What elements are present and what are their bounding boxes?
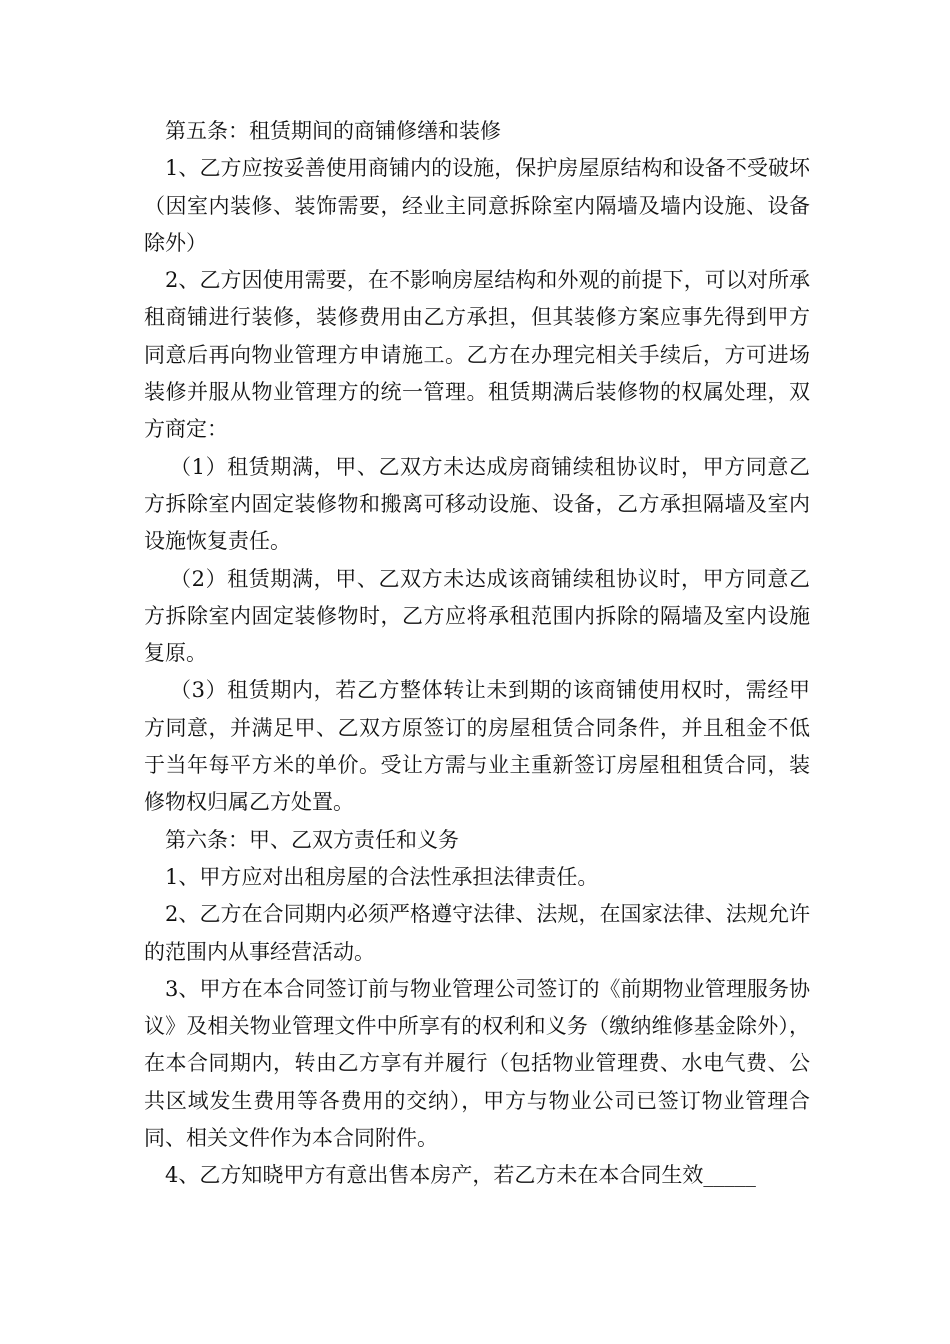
article-5-clause-1: 1、乙方应按妥善使用商铺内的设施，保护房屋原结构和设备不受破坏（因室内装修、装饰需要，经业主同意拆除室内隔墙及墙内设施、设备除外）	[144, 156, 810, 255]
article-5-clause-2: 2、乙方因使用需要，在不影响房屋结构和外观的前提下，可以对所承租商铺进行装修，装修费用由乙方承担，但其装修方案应事先得到甲方同意后再向物业管理方申请施工。乙方在办理完相关手续后，方可进场装修并服从物业管理方的统一管理。租赁期满后装修物的权属处理，双方商定：	[144, 268, 810, 442]
article-5-clause-2-item-3: （3）租赁期内，若乙方整体转让未到期的该商铺使用权时，需经甲方同意，并满足甲、乙双方原签订的房屋租赁合同条件，并且租金不低于当年每平方米的单价。受让方需与业主重新签订房屋租租赁合同，装修物权归属乙方处置。	[144, 678, 810, 815]
article-6-clause-1: 1、甲方应对出租房屋的合法性承担法律责任。	[165, 864, 599, 889]
document-page	[144, 113, 810, 1195]
article-6-heading: 第六条：甲、乙双方责任和义务	[165, 827, 459, 852]
article-5-clause-2-item-2: （2）租赁期满，甲、乙双方未达成该商铺续租协议时，甲方同意乙方拆除室内固定装修物时，乙方应将承租范围内拆除的隔墙及室内设施复原。	[144, 566, 810, 666]
article-5-clause-2-item-1: （1）租赁期满，甲、乙双方未达成房商铺续租协议时，甲方同意乙方拆除室内固定装修物和搬离可移动设施、设备，乙方承担隔墙及室内设施恢复责任。	[144, 454, 810, 554]
article-6-clause-4: 4、乙方知晓甲方有意出售本房产，若乙方未在本合同生效_____	[165, 1163, 756, 1188]
article-6-clause-3: 3、甲方在本合同签订前与物业管理公司签订的《前期物业管理服务协议》及相关物业管理文件中所享有的权利和义务（缴纳维修基金除外），在本合同期内，转由乙方享有并履行（包括物业管理费、水电气费、公共区域发生费用等各费用的交纳），甲方与物业公司已签订物业管理合同、相关文件作为本合同附件。	[144, 976, 810, 1151]
article-5-heading: 第五条：租赁期间的商铺修缮和装修	[165, 119, 501, 143]
article-6-clause-2: 2、乙方在合同期内必须严格遵守法律、法规，在国家法律、法规允许的范围内从事经营活动。	[144, 902, 810, 964]
